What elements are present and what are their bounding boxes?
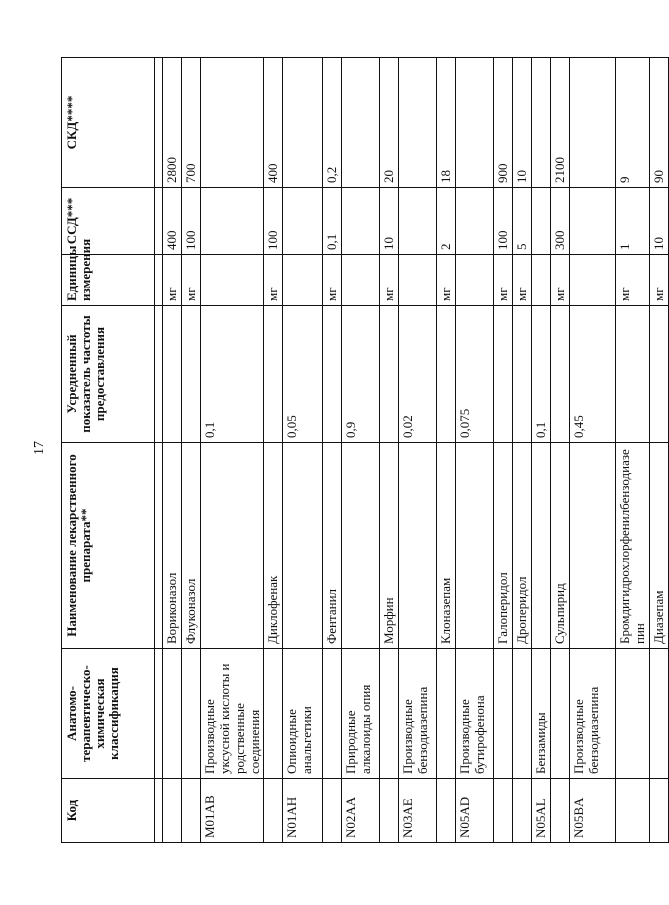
cell-skd: 90 xyxy=(650,58,669,188)
cell-drug xyxy=(283,443,323,649)
cell-skd xyxy=(283,58,323,188)
cell-skd: 20 xyxy=(380,58,399,188)
cell-ssd: 100 xyxy=(494,188,513,255)
cell-ssd: 5 xyxy=(513,188,532,255)
cell-drug xyxy=(570,443,616,649)
cell-classification xyxy=(437,649,456,779)
cell-skd xyxy=(201,58,264,188)
cell-frequency: 0,075 xyxy=(456,306,494,443)
table-row xyxy=(570,58,616,843)
cell-classification: Опиоидные анальгетики xyxy=(283,649,323,779)
header-skd: СКД**** xyxy=(62,58,155,188)
cell-drug: Галоперидол xyxy=(494,443,513,649)
cell-classification xyxy=(264,649,283,779)
table-row xyxy=(323,58,342,843)
page-number: 17 xyxy=(32,441,47,455)
cell-frequency xyxy=(323,306,342,443)
cell-code: N03AE xyxy=(399,779,437,843)
cell-code: N05BA xyxy=(570,779,616,843)
cell-classification xyxy=(380,649,399,779)
cell-unit: мг xyxy=(513,255,532,306)
cell-skd: 700 xyxy=(182,58,201,188)
cell-skd xyxy=(342,58,380,188)
table-row xyxy=(513,58,532,843)
cell-unit: мг xyxy=(650,255,669,306)
cell-code: N05AD xyxy=(456,779,494,843)
cell-drug xyxy=(342,443,380,649)
cell-code xyxy=(437,779,456,843)
cell-ssd: 10 xyxy=(650,188,669,255)
cell-ssd: 1 xyxy=(616,188,650,255)
table-row xyxy=(650,58,669,843)
table-row xyxy=(283,58,323,843)
cell-frequency: 0,9 xyxy=(342,306,380,443)
cell-code xyxy=(323,779,342,843)
cell-classification: Производные уксусной кислоты и родственные соединения xyxy=(201,649,264,779)
cell-unit xyxy=(456,255,494,306)
cell-frequency xyxy=(513,306,532,443)
table-row xyxy=(437,58,456,843)
cell-classification xyxy=(551,649,570,779)
cell-classification: Природные алкалоиды опия xyxy=(342,649,380,779)
cell-drug: Морфин xyxy=(380,443,399,649)
cell-drug xyxy=(456,443,494,649)
cell-skd: 18 xyxy=(437,58,456,188)
cell-drug xyxy=(399,443,437,649)
cell-unit xyxy=(399,255,437,306)
header-code: Код xyxy=(62,779,155,843)
cell-unit: мг xyxy=(437,255,456,306)
cell-ssd: 300 xyxy=(551,188,570,255)
cell-frequency: 0,45 xyxy=(570,306,616,443)
cell-frequency xyxy=(551,306,570,443)
cell-classification: Производные бензодиазепина xyxy=(570,649,616,779)
cell-ssd xyxy=(456,188,494,255)
cell-ssd xyxy=(283,188,323,255)
cell-classification xyxy=(163,649,182,779)
cell-frequency xyxy=(163,306,182,443)
cell-unit: мг xyxy=(494,255,513,306)
cell-ssd xyxy=(532,188,551,255)
cell-frequency xyxy=(264,306,283,443)
cell-skd xyxy=(456,58,494,188)
cell-drug xyxy=(201,443,264,649)
cell-drug: Бромдигидрохлорфенилбензодиазепин xyxy=(616,443,650,649)
cell-drug: Диклофенак xyxy=(264,443,283,649)
cell-code xyxy=(551,779,570,843)
cell-classification: Бензамиды xyxy=(532,649,551,779)
cell-classification xyxy=(182,649,201,779)
cell-code xyxy=(264,779,283,843)
cell-classification xyxy=(494,649,513,779)
table-row xyxy=(342,58,380,843)
cell-ssd: 10 xyxy=(380,188,399,255)
rotated-table-container xyxy=(61,58,666,843)
cell-unit xyxy=(283,255,323,306)
cell-ssd: 100 xyxy=(264,188,283,255)
cell-unit: мг xyxy=(323,255,342,306)
cell-skd xyxy=(399,58,437,188)
table-row xyxy=(456,58,494,843)
header-row xyxy=(62,58,155,843)
cell-classification xyxy=(513,649,532,779)
cell-unit: мг xyxy=(380,255,399,306)
cell-skd: 2800 xyxy=(163,58,182,188)
cell-frequency: 0,1 xyxy=(201,306,264,443)
cell-classification: Производные бутирофенона xyxy=(456,649,494,779)
cell-ssd: 400 xyxy=(163,188,182,255)
cell-code: N05AL xyxy=(532,779,551,843)
cell-code xyxy=(163,779,182,843)
cell-code xyxy=(380,779,399,843)
table-row xyxy=(264,58,283,843)
header-ssd: ССД*** xyxy=(62,188,155,255)
cell-code: M01AB xyxy=(201,779,264,843)
cell-classification xyxy=(650,649,669,779)
table-row xyxy=(380,58,399,843)
cell-ssd xyxy=(570,188,616,255)
header-classification: Анатомо-терапевтическо-химическая классификация xyxy=(62,649,155,779)
cell-drug: Сульпирид xyxy=(551,443,570,649)
header-frequency: Усредненный показатель частоты предоставления xyxy=(62,306,155,443)
cell-drug: Флуконазол xyxy=(182,443,201,649)
cell-ssd xyxy=(342,188,380,255)
cell-unit: мг xyxy=(182,255,201,306)
cell-frequency xyxy=(616,306,650,443)
cell-classification xyxy=(323,649,342,779)
header-unit: Единицы измерения xyxy=(62,255,155,306)
cell-drug: Клоназепам xyxy=(437,443,456,649)
table-row xyxy=(201,58,264,843)
cell-unit: мг xyxy=(551,255,570,306)
cell-skd xyxy=(532,58,551,188)
cell-code xyxy=(182,779,201,843)
cell-drug: Дроперидол xyxy=(513,443,532,649)
table-row xyxy=(616,58,650,843)
cell-ssd xyxy=(201,188,264,255)
cell-code xyxy=(513,779,532,843)
spacer-row xyxy=(155,58,163,843)
cell-drug: Вориконазол xyxy=(163,443,182,649)
cell-skd: 900 xyxy=(494,58,513,188)
cell-unit xyxy=(201,255,264,306)
cell-skd: 0,2 xyxy=(323,58,342,188)
cell-code xyxy=(494,779,513,843)
cell-code: N02AA xyxy=(342,779,380,843)
cell-skd xyxy=(570,58,616,188)
cell-classification: Производные бензодиазепина xyxy=(399,649,437,779)
cell-frequency: 0,05 xyxy=(283,306,323,443)
cell-classification xyxy=(616,649,650,779)
cell-drug: Диазепам xyxy=(650,443,669,649)
table-row xyxy=(182,58,201,843)
table-row xyxy=(399,58,437,843)
cell-frequency: 0,02 xyxy=(399,306,437,443)
cell-unit xyxy=(342,255,380,306)
cell-ssd xyxy=(399,188,437,255)
cell-frequency xyxy=(494,306,513,443)
cell-frequency xyxy=(650,306,669,443)
cell-drug xyxy=(532,443,551,649)
cell-skd: 400 xyxy=(264,58,283,188)
cell-skd: 10 xyxy=(513,58,532,188)
cell-unit: мг xyxy=(616,255,650,306)
cell-code: N01AH xyxy=(283,779,323,843)
table-row xyxy=(532,58,551,843)
cell-code xyxy=(650,779,669,843)
table-row xyxy=(163,58,182,843)
cell-frequency xyxy=(182,306,201,443)
header-drug-name: Наименование лекарственного препарата** xyxy=(62,443,155,649)
table-row xyxy=(494,58,513,843)
cell-frequency xyxy=(380,306,399,443)
cell-unit xyxy=(570,255,616,306)
cell-skd: 2100 xyxy=(551,58,570,188)
cell-drug: Фентанил xyxy=(323,443,342,649)
cell-frequency: 0,1 xyxy=(532,306,551,443)
cell-ssd: 0,1 xyxy=(323,188,342,255)
cell-code xyxy=(616,779,650,843)
cell-frequency xyxy=(437,306,456,443)
table-row xyxy=(551,58,570,843)
cell-unit: мг xyxy=(163,255,182,306)
cell-ssd: 2 xyxy=(437,188,456,255)
cell-unit: мг xyxy=(264,255,283,306)
cell-skd: 9 xyxy=(616,58,650,188)
cell-ssd: 100 xyxy=(182,188,201,255)
drug-table xyxy=(61,57,669,843)
cell-unit xyxy=(532,255,551,306)
